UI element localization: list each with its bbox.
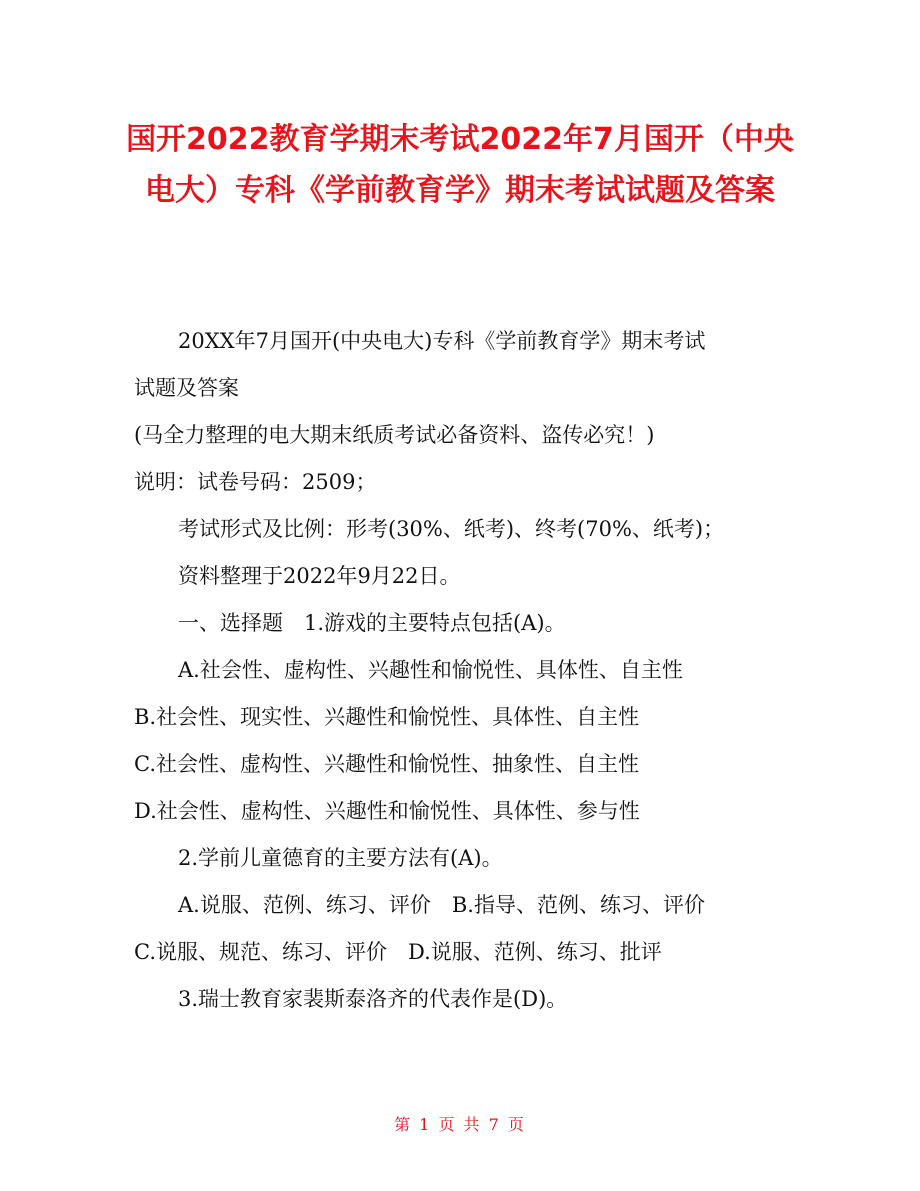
body-line: (马全力整理的电大期末纸质考试必备资料、盗传必究！) (134, 423, 655, 447)
body-line: 20XX年7月国开(中央电大)专科《学前教育学》期末考试 (178, 329, 706, 353)
body-line: 2.学前儿童德育的主要方法有(A)。 (178, 846, 503, 870)
body-line: 试题及答案 (134, 376, 239, 400)
document-title: 国开2022教育学期末考试2022年7月国开（中央电大）专科《学前教育学》期末考试试题及答案 (126, 122, 794, 208)
body-line: A.说服、范例、练习、评价 B.指导、范例、练习、评价 (178, 893, 705, 917)
body-line: C.社会性、虚构性、兴趣性和愉悦性、抽象性、自主性 (134, 752, 639, 776)
document-body (134, 318, 794, 1023)
page-number-footer: 第 1 页 共 7 页 (394, 1115, 526, 1134)
body-line: 一、选择题 1.游戏的主要特点包括(A)。 (178, 611, 566, 635)
body-line: 考试形式及比例：形考(30%、纸考)、终考(70%、纸考)； (178, 517, 725, 541)
body-line: B.社会性、现实性、兴趣性和愉悦性、具体性、自主性 (134, 705, 640, 729)
body-line: 3.瑞士教育家裴斯泰洛齐的代表作是(D)。 (178, 987, 568, 1011)
body-line: D.社会性、虚构性、兴趣性和愉悦性、具体性、参与性 (134, 799, 640, 823)
body-line: 资料整理于2022年9月22日。 (178, 564, 461, 588)
body-line: C.说服、规范、练习、评价 D.说服、范例、练习、批评 (134, 940, 662, 964)
body-line: A.社会性、虚构性、兴趣性和愉悦性、具体性、自主性 (178, 658, 683, 682)
body-line: 说明：试卷号码：2509； (134, 470, 377, 494)
